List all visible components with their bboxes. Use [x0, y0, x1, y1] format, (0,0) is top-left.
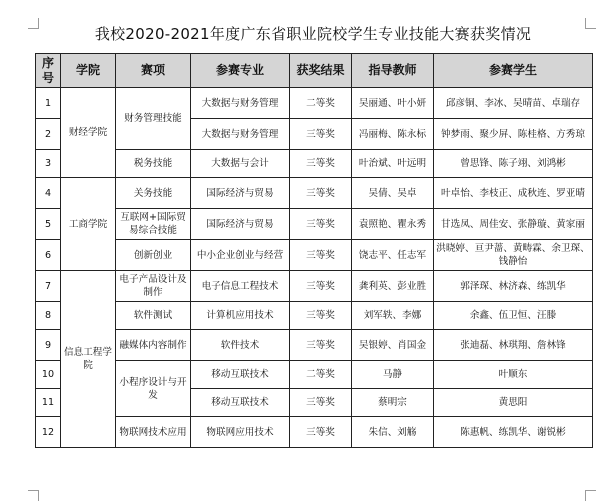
cell-college: 财经学院 [61, 88, 116, 178]
table-row [36, 330, 593, 361]
column-header-event: 赛项 [116, 54, 191, 88]
cell-major: 国际经济与贸易 [191, 209, 290, 240]
table-row [36, 240, 593, 271]
table-row [36, 417, 593, 448]
cell-major: 中小企业创业与经营 [191, 240, 290, 271]
cell-major: 计算机应用技术 [191, 302, 290, 330]
cell-result: 三等奖 [290, 150, 352, 178]
cell-event: 财务管理技能 [116, 88, 191, 150]
cell-students: 洪晓婷、亘尹蔷、黄畴霖、余卫琛、钱静怡 [434, 240, 593, 271]
cell-event: 小程序设计与开发 [116, 361, 191, 417]
cell-students: 陈惠帆、练凯华、谢锐彬 [434, 417, 593, 448]
table-row [36, 209, 593, 240]
cell-event: 关务技能 [116, 178, 191, 209]
cell-no: 8 [36, 302, 61, 330]
cell-result: 三等奖 [290, 178, 352, 209]
cell-result: 三等奖 [290, 209, 352, 240]
cell-students: 甘选凤、周佳安、张静璇、黄家丽 [434, 209, 593, 240]
column-header-teacher: 指导教师 [352, 54, 434, 88]
cell-no: 10 [36, 361, 61, 389]
cell-event: 互联网+国际贸易综合技能 [116, 209, 191, 240]
table-row [36, 271, 593, 302]
page-corner-mark [28, 490, 39, 501]
cell-college: 工商学院 [61, 178, 116, 271]
cell-result: 二等奖 [290, 88, 352, 119]
cell-major: 国际经济与贸易 [191, 178, 290, 209]
cell-students: 曾思锋、陈子翊、刘鸿彬 [434, 150, 593, 178]
cell-result: 二等奖 [290, 361, 352, 389]
cell-event: 融媒体内容制作 [116, 330, 191, 361]
cell-event: 软件测试 [116, 302, 191, 330]
table-row [36, 150, 593, 178]
cell-major: 物联网应用技术 [191, 417, 290, 448]
cell-no: 4 [36, 178, 61, 209]
cell-teacher: 龚利英、彭业胜 [352, 271, 434, 302]
cell-result: 三等奖 [290, 330, 352, 361]
cell-teacher: 吴丽通、叶小妍 [352, 88, 434, 119]
cell-event: 物联网技术应用 [116, 417, 191, 448]
table-row [36, 361, 593, 389]
table-row [36, 178, 593, 209]
awards-table [35, 53, 593, 448]
column-header-students: 参赛学生 [434, 54, 593, 88]
table-row [36, 302, 593, 330]
cell-event: 税务技能 [116, 150, 191, 178]
table-row [36, 88, 593, 119]
cell-no: 3 [36, 150, 61, 178]
cell-result: 三等奖 [290, 119, 352, 150]
cell-teacher: 朱信、刘觞 [352, 417, 434, 448]
cell-no: 11 [36, 389, 61, 417]
document-title: 我校2020-2021年度广东省职业院校学生专业技能大赛获奖情况 [94, 25, 532, 43]
cell-students: 张迪磊、林琪翔、詹林锋 [434, 330, 593, 361]
cell-teacher: 饶志平、任志军 [352, 240, 434, 271]
cell-teacher: 吴倩、吴卓 [352, 178, 434, 209]
cell-no: 7 [36, 271, 61, 302]
cell-students: 邱彦铜、李冰、吴晴苗、卓瑞存 [434, 88, 593, 119]
cell-major: 大数据与会计 [191, 150, 290, 178]
column-header-no: 序号 [36, 54, 61, 88]
cell-no: 6 [36, 240, 61, 271]
cell-students: 黄思阳 [434, 389, 593, 417]
cell-major: 移动互联技术 [191, 361, 290, 389]
cell-major: 大数据与财务管理 [191, 119, 290, 150]
cell-no: 1 [36, 88, 61, 119]
cell-major: 大数据与财务管理 [191, 88, 290, 119]
cell-students: 钟梦雨、聚少屏、陈桂格、方秀琼 [434, 119, 593, 150]
cell-teacher: 袁照艳、瞿永秀 [352, 209, 434, 240]
cell-major: 移动互联技术 [191, 389, 290, 417]
cell-no: 5 [36, 209, 61, 240]
cell-teacher: 叶治斌、叶远明 [352, 150, 434, 178]
cell-teacher: 马静 [352, 361, 434, 389]
table-header-row [36, 54, 593, 88]
column-header-result: 获奖结果 [290, 54, 352, 88]
cell-teacher: 蔡明宗 [352, 389, 434, 417]
cell-no: 2 [36, 119, 61, 150]
column-header-major: 参赛专业 [191, 54, 290, 88]
cell-major: 软件技术 [191, 330, 290, 361]
cell-teacher: 吴银婷、肖国金 [352, 330, 434, 361]
cell-teacher: 冯丽梅、陈永标 [352, 119, 434, 150]
cell-no: 9 [36, 330, 61, 361]
cell-event: 创新创业 [116, 240, 191, 271]
cell-result: 三等奖 [290, 389, 352, 417]
cell-students: 叶卓怡、李枝正、成秋连、罗亚晴 [434, 178, 593, 209]
cell-teacher: 刘军轶、李娜 [352, 302, 434, 330]
cell-students: 叶顺东 [434, 361, 593, 389]
cell-result: 三等奖 [290, 302, 352, 330]
column-header-college: 学院 [61, 54, 116, 88]
cell-college: 信息工程学院 [61, 271, 116, 448]
cell-no: 12 [36, 417, 61, 448]
cell-result: 三等奖 [290, 271, 352, 302]
cell-students: 郭泽琛、林济森、练凯华 [434, 271, 593, 302]
cell-result: 三等奖 [290, 240, 352, 271]
cell-event: 电子产品设计及制作 [116, 271, 191, 302]
cell-major: 电子信息工程技术 [191, 271, 290, 302]
page-corner-mark [585, 490, 596, 501]
cell-result: 三等奖 [290, 417, 352, 448]
cell-students: 余鑫、伍卫恒、汪滕 [434, 302, 593, 330]
